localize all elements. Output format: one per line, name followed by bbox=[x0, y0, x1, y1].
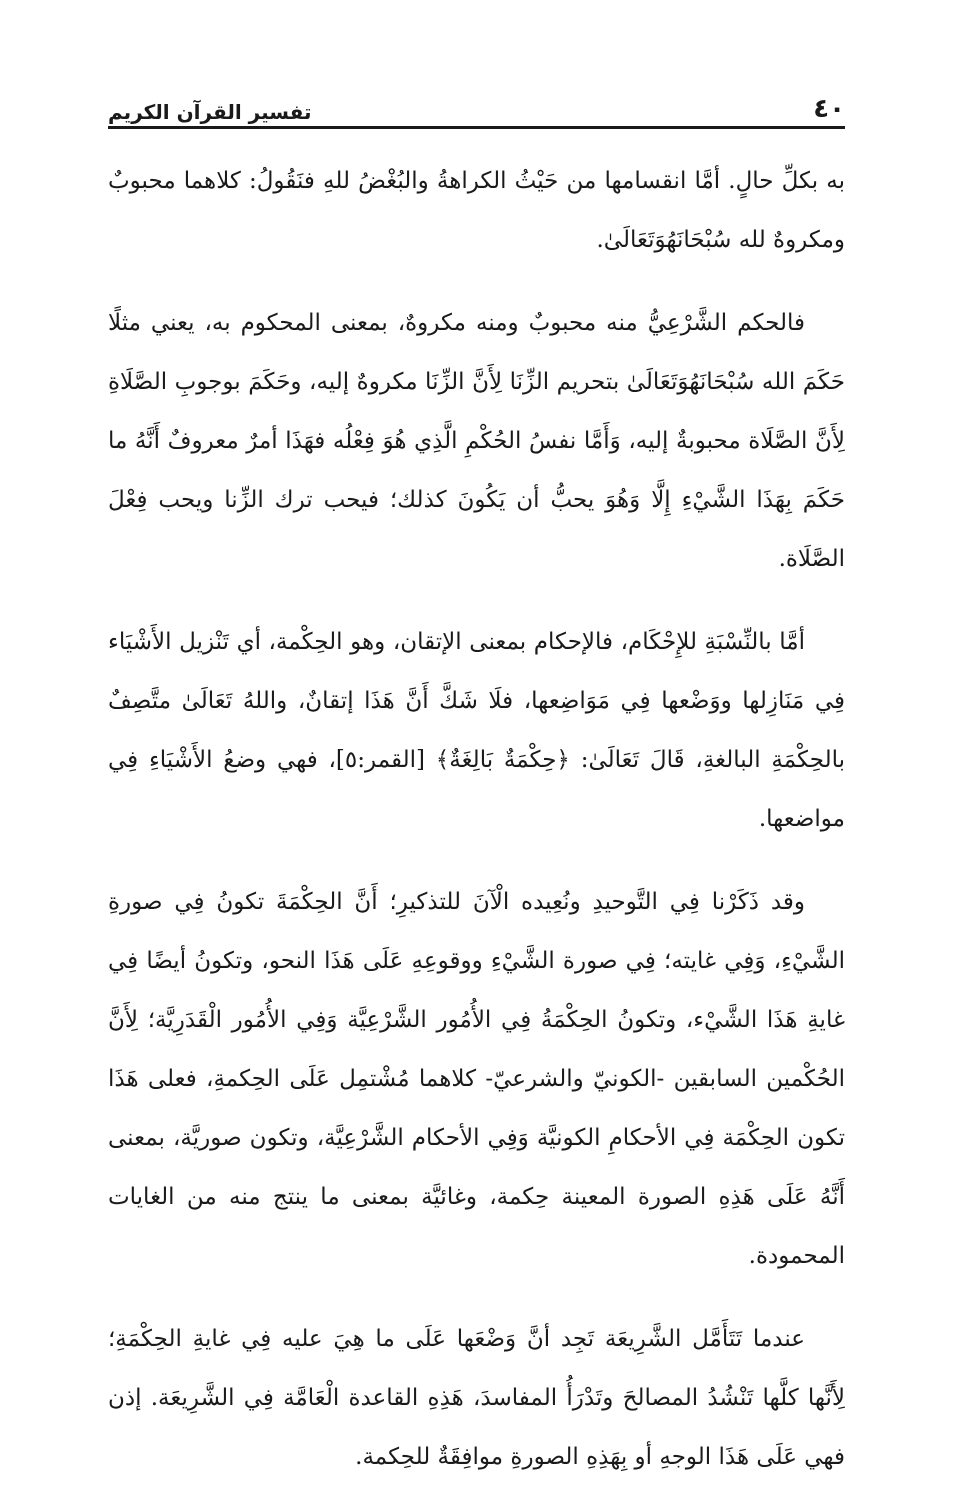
paragraph: فالحكم الشَّرْعِيُّ منه محبوبٌ ومنه مكروهٌ، بمعنى المحكوم به، يعني مثلًا حَكَمَ الله سُبْحَانَهُوَتَعَالَىٰ بتحريم الزِّنَا لِأَنَّ الزِّنَا مكروهٌ إليه، وحَكَمَ بوجوبِ الصَّلَاةِ لِأَنَّ الصَّلَاة محبوبةٌ إليه، وَأَمَّا نفسُ الحُكْمِ الَّذِي هُوَ فِعْلُه فهَذَا أمرٌ معروفٌ أَنَّهُ ما حَكَمَ بِهَذَا الشَّيْءِ إِلَّا وَهُوَ يحبُّ أن يَكُونَ كذلك؛ فيحب ترك الزِّنا ويحب فِعْلَ الصَّلَاة. bbox=[108, 310, 845, 572]
paragraph: به بكلِّ حالٍ. أمَّا انقسامها من حَيْثُ الكراهةُ والبُغْضُ للهِ فنَقُولُ: كلاهما محبوبٌ ومكروهٌ لله سُبْحَانَهُوَتَعَالَىٰ. bbox=[108, 168, 845, 253]
page-number: ٤٠ bbox=[813, 94, 845, 124]
paragraph: وقد ذَكَرْنا فِي التَّوحيدِ ونُعِيده الْآنَ للتذكيرِ؛ أَنَّ الحِكْمَةَ تكونُ فِي صورةِ الشَّيْءِ، وَفِي غايته؛ فِي صورة الشَّيْءِ ووقوعِهِ عَلَى هَذَا النحو، وتكونُ أيضًا فِي غايةِ هَذَا الشَّيْء، وتكونُ الحِكْمَةُ فِي الأُمُور الشَّرْعِيَّة وَفِي الأُمُور الْقَدَرِيَّة؛ لِأَنَّ الحُكْمين السابقين -الكونيّ والشرعيّ- كلاهما مُشْتمِل عَلَى الحِكمةِ، فعلى هَذَا تكون الحِكْمَة فِي الأحكامِ الكونيَّة وَفِي الأحكام الشَّرْعِيَّة، وتكون صوريَّة، بمعنى أَنَّهُ عَلَى هَذِهِ الصورة المعينة حِكمة، وغائيَّة بمعنى ما ينتج منه من الغايات المحمودة. bbox=[108, 889, 845, 1269]
page-header bbox=[108, 86, 845, 129]
paragraph: عندما تَتَأَمَّل الشَّرِيعَة تَجِد أنَّ وَضْعَها عَلَى ما هِيَ عليه فِي غايةِ الحِكْمَةِ؛ لِأَنَّها كلَّها تَنْشُدُ المصالحَ وتَدْرَأُ المفاسدَ، هَذِهِ القاعدة الْعَامَّة فِي الشَّرِيعَة. إذن فهي عَلَى هَذَا الوجهِ أو بِهَذِهِ الصورةِ موافِقَةٌ للحِكمة. bbox=[108, 1326, 845, 1470]
paragraph: أمَّا بالنِّسْبَةِ للإِحْكَام، فالإحكام بمعنى الإتقان، وهو الحِكْمة، أي تَنْزيل الأَشْيَاء فِي مَنَازِلها ووَضْعها فِي مَوَاضِعها، فلَا شَكَّ أَنَّ هَذَا إتقانٌ، واللهُ تَعَالَىٰ متَّصِفٌ بالحِكْمَةِ البالغةِ، قَالَ تَعَالَىٰ: ﴿حِكْمَةٌ بَالِغَةٌ﴾ [القمر:٥]، فهي وضعُ الأَشْيَاءِ فِي مواضعها. bbox=[108, 629, 845, 832]
running-title: تفسير القرآن الكريم bbox=[108, 100, 312, 124]
page-body bbox=[108, 152, 845, 1511]
